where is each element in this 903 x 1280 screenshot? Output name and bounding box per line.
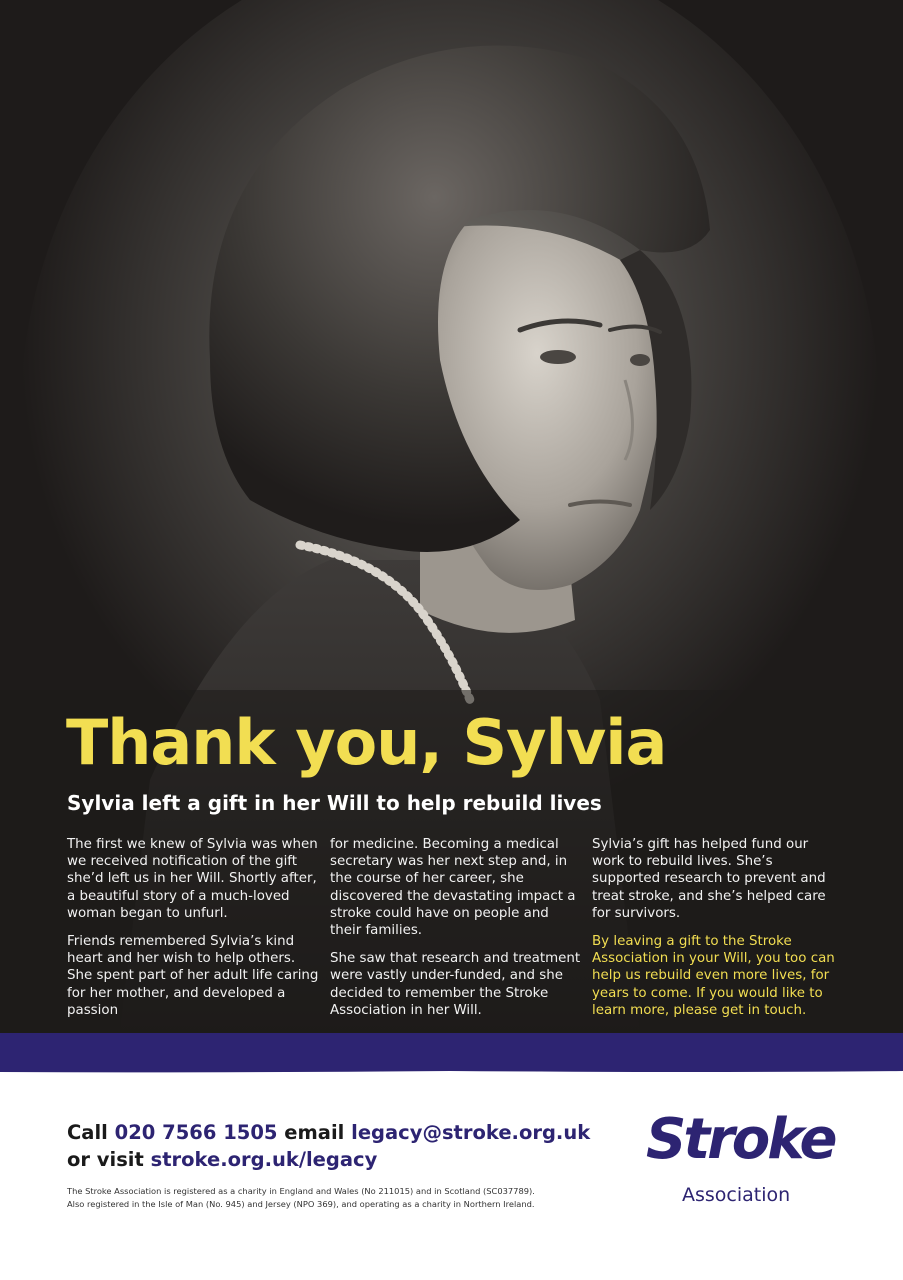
headline: Thank you, Sylvia [66,706,667,779]
phone-link[interactable]: 020 7566 1505 [114,1121,278,1144]
subheadline: Sylvia left a gift in her Will to help rebuild lives [67,791,602,815]
call-to-action-paragraph: By leaving a gift to the Stroke Association in your Will, you too can help us rebuild even more lives, for years to come. If you would like to learn more, please get in touch. [592,934,835,1018]
paragraph: Friends remembered Sylvia’s kind heart and her wish to help others. She spent part of her adult life caring for her mother, and developed a passion [67,934,319,1018]
purple-band [0,1033,903,1071]
paragraph: for medicine. Becoming a medical secretary was her next step and, in the course of her career, she discovered the devastating impact a stroke could have on people and their families. [330,837,576,939]
legal-text [67,1185,535,1210]
logo-wordmark: Stroke [646,1107,835,1172]
text-column-3 [592,836,844,1030]
text-column-1 [67,836,319,1030]
contact-block [67,1119,590,1173]
contact-line-2 [67,1146,590,1173]
legal-line: Also registered in the Isle of Man (No. 945) and Jersey (NPO 369), and operating as a charity in Northern Ireland. [67,1198,535,1209]
call-label: Call [67,1121,108,1144]
website-link[interactable]: stroke.org.uk/legacy [150,1148,378,1171]
text-column-2 [330,836,582,1030]
paragraph: Sylvia’s gift has helped fund our work to rebuild lives. She’s supported research to prevent and treat stroke, and she’s helped care for survivors. [592,837,826,921]
paragraph: The first we knew of Sylvia was when we received notification of the gift she’d left us in her Will. Shortly after, a beautiful story of a much-loved woman began to unfurl. [67,837,318,921]
logo-subtitle: Association [682,1184,791,1206]
email-link[interactable]: legacy@stroke.org.uk [351,1121,591,1144]
legal-line: The Stroke Association is registered as a charity in England and Wales (No 211015) and in Scotland (SC037789). [67,1186,535,1196]
stroke-association-logo [644,1107,844,1212]
visit-label: or visit [67,1148,144,1171]
paragraph: She saw that research and treatment were vastly under-funded, and she decided to remember the Stroke Association in her Will. [330,951,581,1018]
email-label: email [284,1121,345,1144]
contact-line-1 [67,1119,590,1146]
